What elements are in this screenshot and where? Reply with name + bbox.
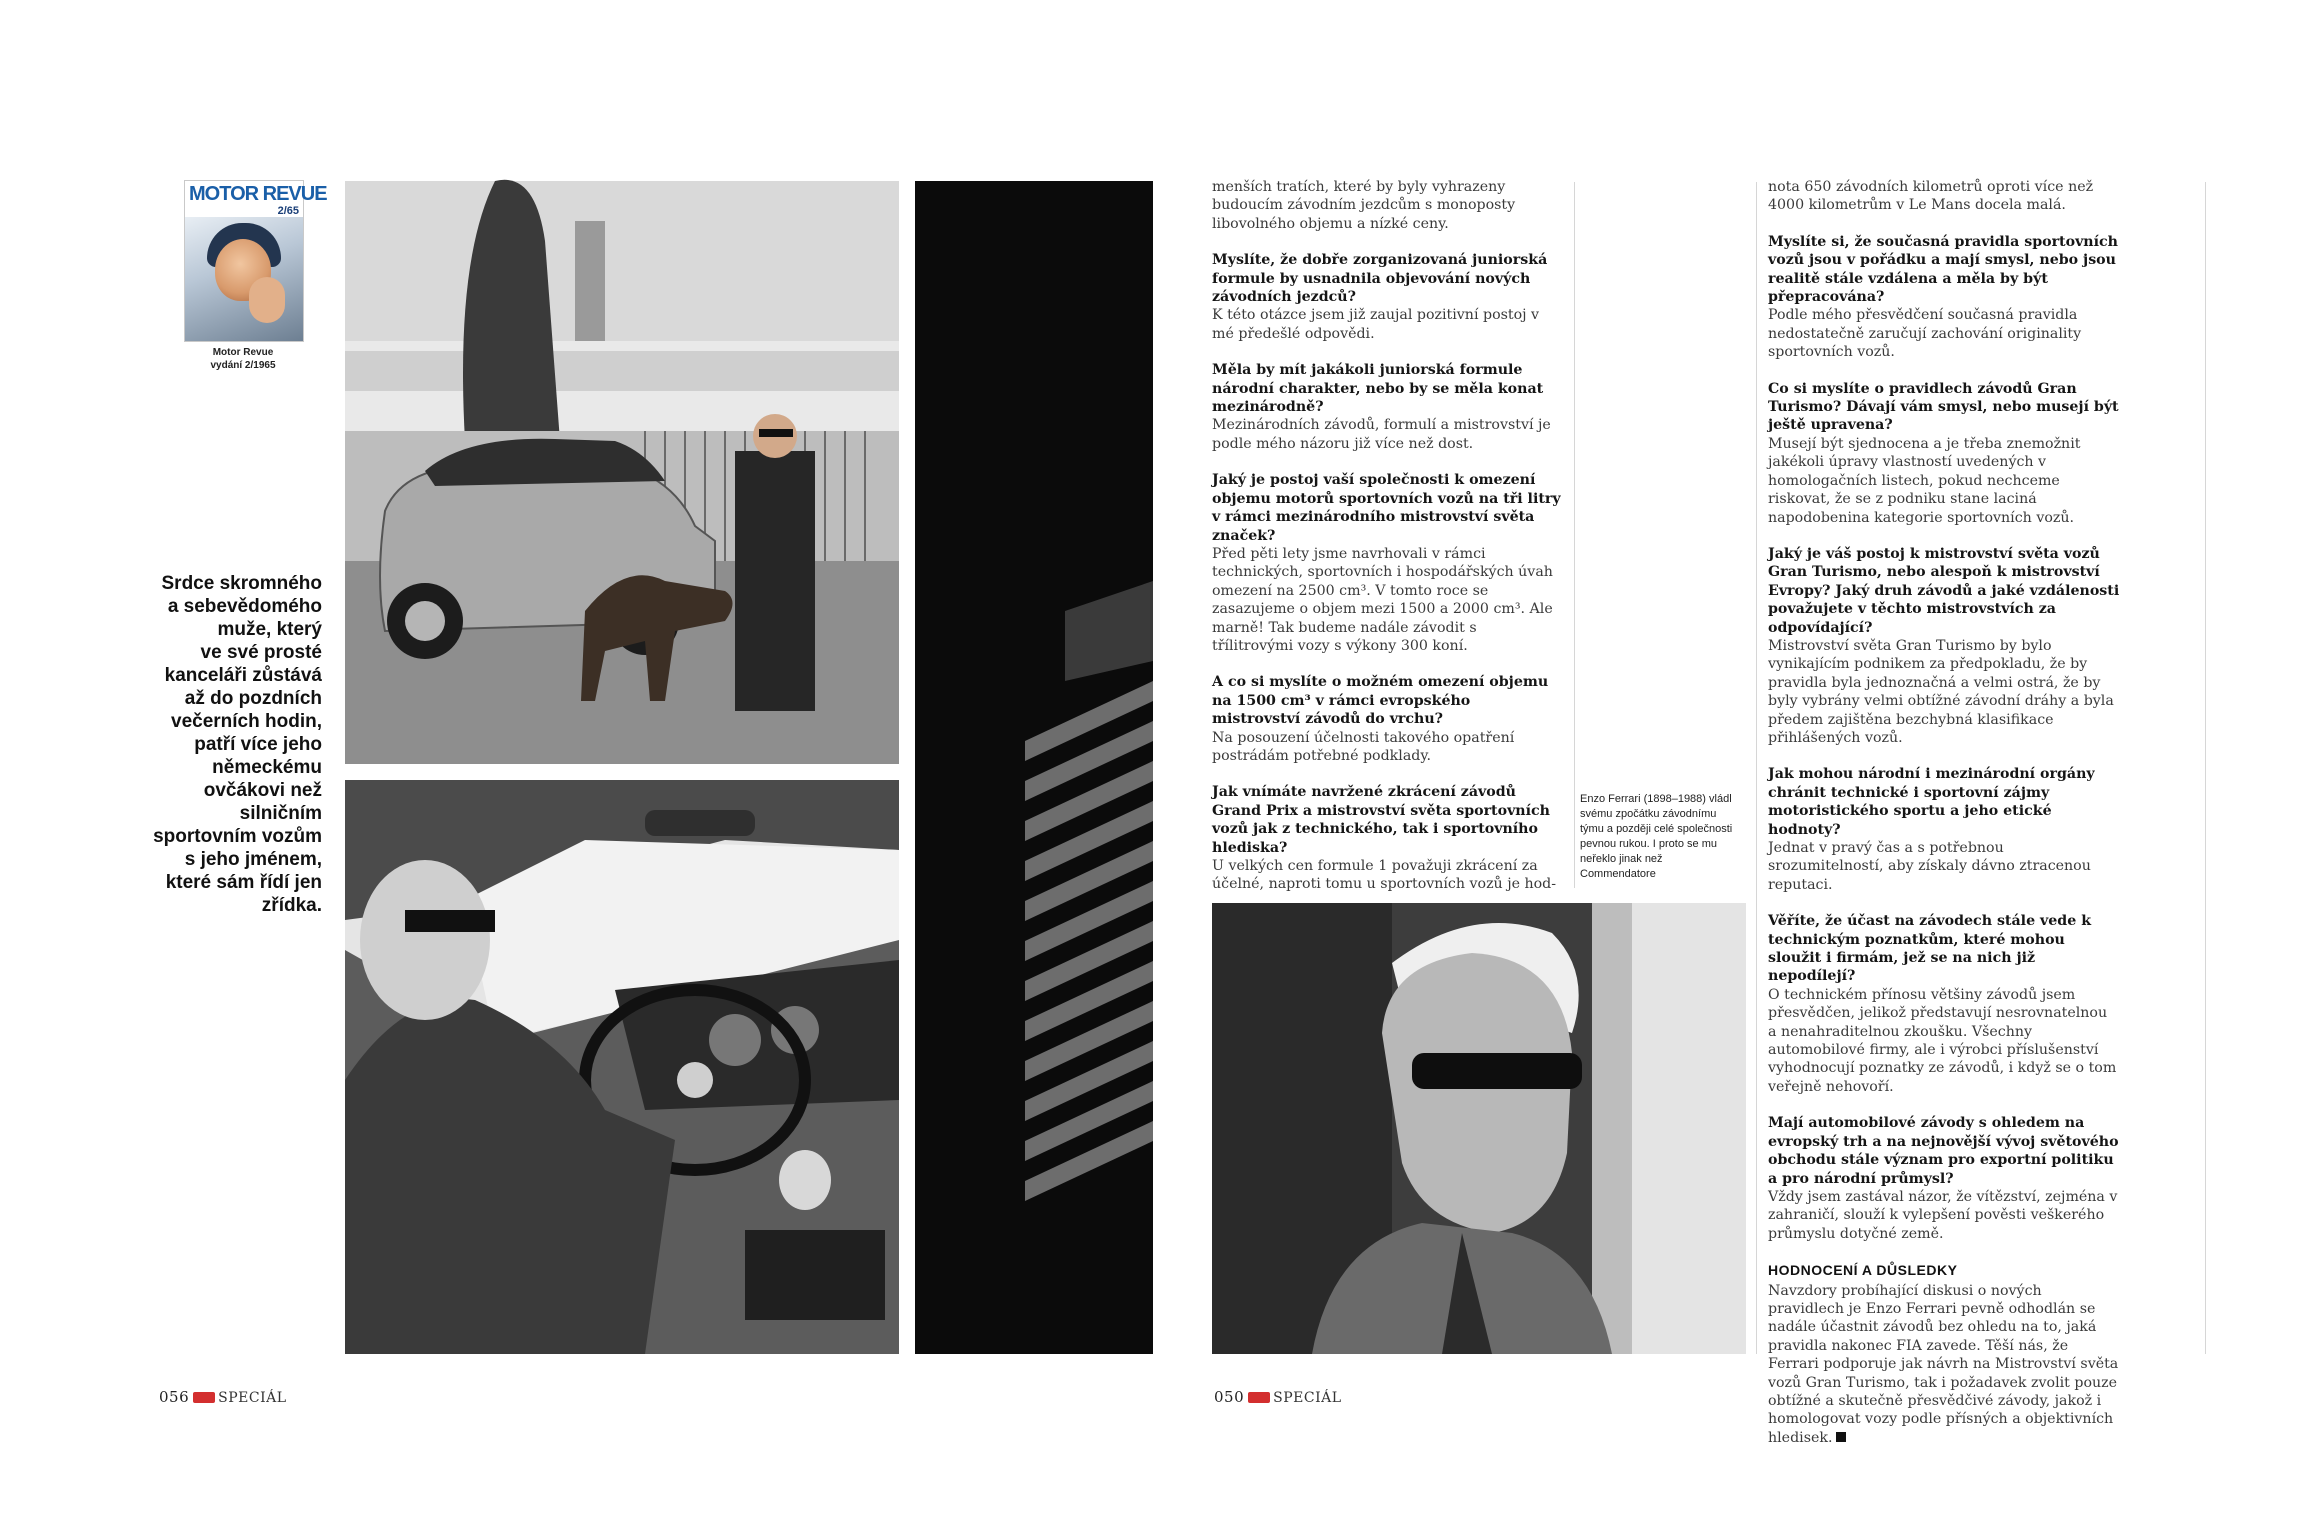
qa-block: A co si myslíte o možném omezení objemu na 1500 cm³ v rámci evropského mistrovství závodů do vrchu? Na posouzení účelnosti takového opatření postrádám potřebné podklady. [1212, 674, 1549, 764]
qa-block: Myslíte si, že současná pravidla sportovních vozů jsou v pořádku a mají smysl, nebo jsou realitě stále vzdálena a měla by být přepracována? Podle mého přesvědčení současná pravidla nedostatečně zaručují zachování originality sportovních vozů. [1768, 233, 2118, 361]
qa-block: Mají automobilové závody s ohledem na evropský trh a na nejnovější vývoj světového obchodu stále význam pro exportní politiku a pro národní průmysl? Vždy jsem zastával názor, že vítězství, zejména v zahraničí, slouží k vylepšení pověsti veškerého průmyslu dotyčné země. [1768, 1115, 2119, 1242]
end-mark-icon [1836, 1432, 1846, 1442]
article-column-1 [1212, 178, 1562, 912]
qa-block: Jak vnímáte navržené zkrácení závodů Grand Prix a mistrovství světa sportovních vozů jak z technického, tak i sportovního hlediska? U velkých cen formule 1 považuji zkrácení za účelné, naproti tomu u sportovních vozů je hod- [1212, 784, 1557, 893]
article-column-2 [1768, 178, 2120, 1447]
pull-quote: Srdce skromného a sebevědomého muže, který ve své prosté kanceláři zůstává až do pozdních večerních hodin, patří více jeho německému ovčákovi než silničním sportovním vozům s jeho jménem, které sám řídí jen zřídka. [153, 573, 322, 916]
qa-block: Věříte, že účast na závodech stále vede k technickým poznatkům, které mohou sloužit i firmám, jež se na nich již nepodílejí? O technickém přínosu většiny závodů jsem přesvědčen, jelikož představují nesrovnatelnou a nenahraditelnou zkoušku. Všechny automobilové firmy, ale i výrobci příslušenství vyhodnocují poznatky ze závodů, i když se o tom veřejně nehovoří. [1768, 913, 2117, 1095]
photo-ferrari-with-dog [345, 181, 899, 764]
cover-issue: 2/65 [277, 205, 299, 217]
column-divider [1756, 182, 1757, 1354]
column-divider [1574, 182, 1575, 888]
cover-caption: Motor Revue vydání 2/1965 [210, 347, 276, 371]
qa-block: nota 650 závodních kilometrů oproti více než 4000 kilometrům v Le Mans docela malá. [1768, 179, 2094, 214]
qa-block: Co si myslíte o pravidlech závodů Gran Turismo? Dávají vám smysl, nebo musejí být ještě upravena? Musejí být sjednocena a je třeba znemožnit jakékoli úpravy vlastností uvedených v homologačních listech, pokud nechceme riskovat, že se z podniku stane laciná napodobenina kategorie sportovních vozů. [1768, 380, 2119, 526]
column-divider [2205, 182, 2206, 1354]
qa-block: Měla by mít jakákoli juniorská formule národní charakter, nebo by se měla konat mezinárodně? Mezinárodních závodů, formulí a mistrovství je podle mého názoru již více než dost. [1212, 362, 1551, 452]
cover-title: MOTOR REVUE [189, 183, 327, 205]
section-heading: HODNOCENÍ A DŮSLEDKY [1768, 1262, 1958, 1279]
photo-enzo-ferrari-portrait [1212, 903, 1746, 1354]
magazine-logo-icon [1248, 1392, 1270, 1403]
conclusion-text: Navzdory probíhající diskusi o nových pravidlech je Enzo Ferrari pevně odhodlán se nadále účastnit závodů bez ohledu na to, jaká pravidla nakonec FIA zavede. Těší nás, že Ferrari podporuje jak návrh na Mistrovství světa vozů Gran Turismo, tak i požadavek zvolit pouze obtížné a skutečně přesvědčivé závody, jakož i homologovat vozy podle přísných a objektivních hledisek. [1768, 1282, 2119, 1446]
photo-driving [345, 780, 899, 1354]
qa-block: menších tratích, které by byly vyhrazeny budoucím závodním jezdcům s monoposty libovolného objemu a nízké ceny. [1212, 179, 1516, 232]
conclusion-section [1768, 1261, 2120, 1447]
page-number-right: 050 SPECIÁL [1214, 1388, 1342, 1406]
qa-block: Myslíte, že dobře zorganizovaná juniorská formule by usnadnila objevování nových závodních jezdců? K této otázce jsem již zaujal pozitivní postoj v mé předešlé odpovědi. [1212, 252, 1548, 342]
photo-window-blinds [915, 181, 1153, 1354]
qa-block: Jaký je váš postoj k mistrovství světa vozů Gran Turismo, nebo alespoň k mistrovství Evropy? Jaký druh závodů a jaké vzdálenosti považujete v těchto mistrovstvích za odpovídající? Mistrovství světa Gran Turismo by bylo vynikajícím podnikem za předpokladu, že by pravidla byla jednoznačná a velmi ostrá, že by byly vybrány velmi obtížné závodní dráhy a byla předem zajištěna bezchybná klasifikace přihlášených vozů. [1768, 545, 2120, 746]
photo-caption: Enzo Ferrari (1898–1988) vládl svému zpočátku závodnímu týmu a později celé společnosti pevnou rukou. I proto se mu neřeklo jinak než Commendatore [1580, 793, 1733, 880]
magazine-logo-icon [193, 1392, 215, 1403]
qa-block: Jaký je postoj vaší společnosti k omezení objemu motorů sportovních vozů na tři litry v rámci mezinárodního mistrovství světa značek? Před pěti lety jsme navrhovali v rámci technických, sportovních i hospodářských úvah omezení na 2500 cm³. V tomto roce se zasazujeme o objem mezi 1500 a 2000 cm³. Ale marně! Tak budeme nadále závodit s třílitrovými vozy s výkony 300 koní. [1212, 472, 1561, 654]
cover-photo [185, 217, 303, 341]
magazine-cover-thumbnail [184, 180, 327, 342]
qa-block: Jak mohou národní i mezinárodní orgány chránit technické i sportovní zájmy motoristického sportu a jeho etické hodnoty? Jednat v pravý čas a s potřebnou srozumitelností, aby získaly dávno ztracenou reputaci. [1768, 766, 2095, 893]
page-number-left: 056 SPECIÁL [159, 1388, 287, 1406]
